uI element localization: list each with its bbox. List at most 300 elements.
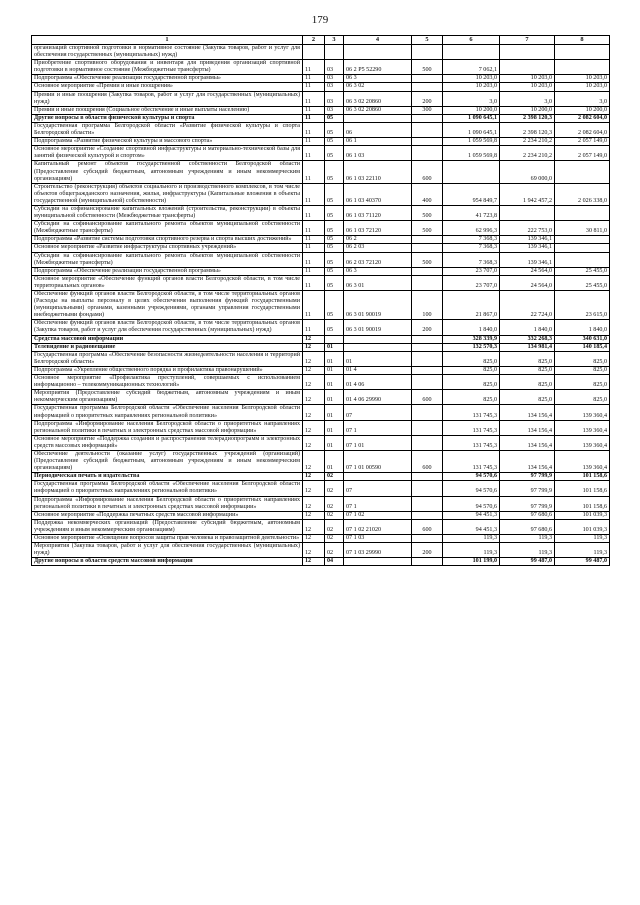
table-row: [32, 519, 610, 534]
subsection-code: 04: [325, 558, 344, 566]
amount-year-3: 2 026 338,0: [555, 183, 610, 205]
amount-year-3: 119,3: [555, 543, 610, 558]
target-article-code: 06 2 03 72120: [344, 252, 412, 267]
line-item-name: Приобретение спортивного оборудования и инвентаря для приведения организаций спортивной подготовки в нормативное состояние (Межбюджетные трансферты): [32, 60, 303, 75]
subsection-code: 05: [325, 291, 344, 320]
expense-type-code: 500: [412, 60, 443, 75]
amount-year-3: [555, 45, 610, 60]
amount-year-2: 134 156,4: [500, 435, 555, 450]
expense-type-code: [412, 511, 443, 519]
subsection-code: 05: [325, 205, 344, 220]
amount-year-3: 119,3: [555, 535, 610, 543]
table-row: [32, 558, 610, 566]
amount-year-2: [500, 60, 555, 75]
target-article-code: 07 1: [344, 496, 412, 511]
line-item-name: Периодическая печать и издательства: [32, 473, 303, 481]
amount-year-1: 7 368,3: [443, 244, 500, 252]
target-article-code: 06 3: [344, 75, 412, 83]
target-article-code: 07 1 03: [344, 535, 412, 543]
amount-year-1: 7 062,1: [443, 60, 500, 75]
amount-year-3: 3,0: [555, 91, 610, 106]
amount-year-2: 97 799,9: [500, 481, 555, 496]
column-header: 5: [412, 36, 443, 45]
amount-year-2: 119,3: [500, 535, 555, 543]
amount-year-2: 1 942 457,2: [500, 183, 555, 205]
section-code: 11: [303, 122, 325, 137]
amount-year-1: 825,0: [443, 351, 500, 366]
subsection-code: 03: [325, 91, 344, 106]
section-code: 12: [303, 519, 325, 534]
amount-year-1: 1 090 645,1: [443, 122, 500, 137]
amount-year-1: 1 059 569,8: [443, 138, 500, 146]
section-code: [303, 45, 325, 60]
table-row: [32, 375, 610, 390]
section-code: 11: [303, 75, 325, 83]
amount-year-3: [555, 205, 610, 220]
line-item-name: Подпрограмма «Обеспечение реализации государственной программы»: [32, 267, 303, 275]
line-item-name: Другие вопросы в области физической культуры и спорта: [32, 114, 303, 122]
table-row: [32, 405, 610, 420]
amount-year-2: 97 680,6: [500, 519, 555, 534]
target-article-code: [344, 45, 412, 60]
section-code: 11: [303, 291, 325, 320]
table-header-row: [32, 36, 610, 45]
amount-year-2: 222 753,0: [500, 221, 555, 236]
target-article-code: 06 3 01 90019: [344, 291, 412, 320]
amount-year-1: 119,3: [443, 535, 500, 543]
section-code: 11: [303, 236, 325, 244]
table-row: [32, 236, 610, 244]
subsection-code: [325, 45, 344, 60]
target-article-code: 06 3 02 20860: [344, 106, 412, 114]
expense-type-code: [412, 244, 443, 252]
amount-year-3: 1 840,0: [555, 320, 610, 335]
amount-year-3: 101 158,6: [555, 481, 610, 496]
expense-type-code: [412, 343, 443, 351]
expense-type-code: 500: [412, 221, 443, 236]
amount-year-2: 97 799,9: [500, 496, 555, 511]
section-code: 11: [303, 60, 325, 75]
amount-year-3: 825,0: [555, 351, 610, 366]
section-code: 12: [303, 351, 325, 366]
section-code: 12: [303, 481, 325, 496]
table-row: [32, 543, 610, 558]
table-row: [32, 343, 610, 351]
section-code: 12: [303, 435, 325, 450]
amount-year-2: 134 156,4: [500, 405, 555, 420]
amount-year-2: 825,0: [500, 351, 555, 366]
expense-type-code: [412, 535, 443, 543]
table-row: [32, 45, 610, 60]
subsection-code: 05: [325, 320, 344, 335]
column-header: 7: [500, 36, 555, 45]
subsection-code: 02: [325, 519, 344, 534]
line-item-name: Основное мероприятие «Освещение вопросов защиты прав человека и правозащитной деятельности»: [32, 535, 303, 543]
expense-type-code: 600: [412, 519, 443, 534]
target-article-code: 01 4 06: [344, 375, 412, 390]
table-row: [32, 122, 610, 137]
amount-year-3: 140 185,4: [555, 343, 610, 351]
line-item-name: организаций спортивной подготовки в нормативное состояние (Закупка товаров, работ и услуг для обеспечения государственных (муниципальных) нужд): [32, 45, 303, 60]
line-item-name: Государственная программа Белгородской области «Обеспечение населения Белгородской области информацией о приоритетных направлениях региональной политики»: [32, 481, 303, 496]
subsection-code: 02: [325, 473, 344, 481]
table-row: [32, 473, 610, 481]
target-article-code: 06 2: [344, 236, 412, 244]
expense-type-code: 200: [412, 91, 443, 106]
line-item-name: Субсидии на софинансирование капитальных вложений (строительства, реконструкции) в объекты муниципальной собственности (Межбюджетные трансферты): [32, 205, 303, 220]
expense-type-code: [412, 75, 443, 83]
table-row: [32, 291, 610, 320]
subsection-code: 05: [325, 161, 344, 183]
section-code: 11: [303, 267, 325, 275]
table-row: [32, 205, 610, 220]
expense-type-code: [412, 83, 443, 91]
subsection-code: 05: [325, 221, 344, 236]
amount-year-3: 30 811,0: [555, 221, 610, 236]
subsection-code: 05: [325, 267, 344, 275]
amount-year-1: 23 707,0: [443, 267, 500, 275]
amount-year-2: 97 799,9: [500, 473, 555, 481]
amount-year-1: 1 059 569,8: [443, 146, 500, 161]
amount-year-3: 139 360,4: [555, 420, 610, 435]
amount-year-2: 69 000,0: [500, 161, 555, 183]
amount-year-1: 825,0: [443, 390, 500, 405]
line-item-name: Подпрограмма «Обеспечение реализации государственной программы»: [32, 75, 303, 83]
amount-year-1: 3,0: [443, 91, 500, 106]
expense-type-code: 400: [412, 183, 443, 205]
expense-type-code: [412, 435, 443, 450]
amount-year-1: 119,3: [443, 543, 500, 558]
line-item-name: Премии и иные поощрения (Закупка товаров, работ и услуг для государственных (муниципальных) нужд): [32, 91, 303, 106]
expense-type-code: 100: [412, 291, 443, 320]
table-row: [32, 435, 610, 450]
amount-year-1: 94 570,6: [443, 481, 500, 496]
amount-year-1: [443, 161, 500, 183]
expense-type-code: [412, 558, 443, 566]
amount-year-2: 10 200,0: [500, 106, 555, 114]
expense-type-code: [412, 114, 443, 122]
table-row: [32, 91, 610, 106]
amount-year-3: [555, 252, 610, 267]
amount-year-3: 101 158,6: [555, 496, 610, 511]
section-code: 12: [303, 543, 325, 558]
target-article-code: 01 4 06 29990: [344, 390, 412, 405]
amount-year-2: [500, 45, 555, 60]
expense-type-code: [412, 275, 443, 290]
amount-year-2: 139 346,1: [500, 244, 555, 252]
section-code: 11: [303, 106, 325, 114]
section-code: 12: [303, 390, 325, 405]
expense-type-code: [412, 45, 443, 60]
target-article-code: 06 3 02 20860: [344, 91, 412, 106]
table-row: [32, 83, 610, 91]
expense-type-code: 200: [412, 543, 443, 558]
target-article-code: [344, 343, 412, 351]
line-item-name: Субсидии на софинансирование капитального ремонта объектов муниципальной собственности (Межбюджетные трансферты): [32, 252, 303, 267]
line-item-name: Премии и иные поощрения (Социальное обеспечение и иные выплаты населению): [32, 106, 303, 114]
line-item-name: Подпрограмма «Развитие системы подготовки спортивного резерва и спорта высших достижений»: [32, 236, 303, 244]
subsection-code: 02: [325, 496, 344, 511]
subsection-code: 01: [325, 405, 344, 420]
target-article-code: 01: [344, 351, 412, 366]
section-code: 12: [303, 535, 325, 543]
target-article-code: 06 2 P5 52290: [344, 60, 412, 75]
amount-year-1: 131 745,3: [443, 450, 500, 472]
column-header: 6: [443, 36, 500, 45]
amount-year-2: 10 203,0: [500, 75, 555, 83]
table-row: [32, 420, 610, 435]
amount-year-3: 825,0: [555, 366, 610, 374]
amount-year-3: 139 360,4: [555, 405, 610, 420]
line-item-name: Мероприятия (Предоставление субсидий бюджетным, автономным учреждениям и иным некоммерческим организациям): [32, 390, 303, 405]
amount-year-2: 1 840,0: [500, 320, 555, 335]
subsection-code: 05: [325, 252, 344, 267]
column-header: 1: [32, 36, 303, 45]
amount-year-3: 2 082 604,0: [555, 114, 610, 122]
subsection-code: 01: [325, 420, 344, 435]
amount-year-1: 41 723,8: [443, 205, 500, 220]
line-item-name: Средства массовой информации: [32, 335, 303, 343]
amount-year-1: [443, 45, 500, 60]
line-item-name: Государственная программа Белгородской области «Развитие физической культуры и спорта Белгородской области»: [32, 122, 303, 137]
column-header: 3: [325, 36, 344, 45]
line-item-name: Государственная программа Белгородской области «Обеспечение населения Белгородской области информацией о приоритетных направлениях региональной политики»: [32, 405, 303, 420]
column-header: 8: [555, 36, 610, 45]
table-row: [32, 511, 610, 519]
table-row: [32, 267, 610, 275]
amount-year-1: 10 203,0: [443, 75, 500, 83]
amount-year-1: 10 203,0: [443, 83, 500, 91]
line-item-name: Телевидение и радиовещание: [32, 343, 303, 351]
column-header: 2: [303, 36, 325, 45]
amount-year-3: 25 455,0: [555, 275, 610, 290]
expense-type-code: 600: [412, 450, 443, 472]
expense-type-code: [412, 496, 443, 511]
amount-year-1: 825,0: [443, 366, 500, 374]
table-row: [32, 252, 610, 267]
subsection-code: 05: [325, 146, 344, 161]
amount-year-2: 3,0: [500, 91, 555, 106]
target-article-code: [344, 335, 412, 343]
expense-type-code: [412, 375, 443, 390]
amount-year-3: [555, 244, 610, 252]
section-code: 12: [303, 420, 325, 435]
amount-year-1: 131 745,3: [443, 435, 500, 450]
table-row: [32, 320, 610, 335]
amount-year-3: 10 200,0: [555, 106, 610, 114]
amount-year-1: 10 200,0: [443, 106, 500, 114]
line-item-name: Основное мероприятие «Поддержка создания и распространения телерадиопрограмм и электронных средств массовых информаций»: [32, 435, 303, 450]
amount-year-1: 328 339,9: [443, 335, 500, 343]
amount-year-3: 101 158,6: [555, 473, 610, 481]
expense-type-code: 500: [412, 252, 443, 267]
table-row: [32, 106, 610, 114]
table-row: [32, 114, 610, 122]
expense-type-code: 600: [412, 390, 443, 405]
target-article-code: 07 1 02 21020: [344, 519, 412, 534]
target-article-code: [344, 473, 412, 481]
section-code: 11: [303, 161, 325, 183]
amount-year-1: 131 745,3: [443, 420, 500, 435]
section-code: 12: [303, 343, 325, 351]
amount-year-3: 139 360,4: [555, 435, 610, 450]
amount-year-3: [555, 161, 610, 183]
target-article-code: 06 1: [344, 138, 412, 146]
expense-type-code: [412, 481, 443, 496]
table-body: [32, 45, 610, 566]
amount-year-3: 23 615,0: [555, 291, 610, 320]
table-row: [32, 146, 610, 161]
line-item-name: Субсидии на софинансирование капитального ремонта объектов муниципальной собственности (Межбюджетные трансферты): [32, 221, 303, 236]
amount-year-2: 24 564,0: [500, 267, 555, 275]
amount-year-1: 7 368,3: [443, 252, 500, 267]
section-code: 11: [303, 83, 325, 91]
amount-year-2: 2 398 120,3: [500, 122, 555, 137]
amount-year-3: 10 203,0: [555, 83, 610, 91]
amount-year-1: 825,0: [443, 375, 500, 390]
table-row: [32, 390, 610, 405]
amount-year-2: 97 680,6: [500, 511, 555, 519]
target-article-code: 06 1 03 22110: [344, 161, 412, 183]
target-article-code: 06 2 03: [344, 244, 412, 252]
target-article-code: 07 1 02: [344, 511, 412, 519]
line-item-name: Обеспечение деятельности (оказание услуг) государственных учреждений (организаций) (Предоставление субсидий бюджетным, автономным учреждениям и иным некоммерческим организациям): [32, 450, 303, 472]
target-article-code: 06 1 03: [344, 146, 412, 161]
table-row: [32, 244, 610, 252]
table-row: [32, 481, 610, 496]
expense-type-code: [412, 138, 443, 146]
amount-year-2: 139 346,1: [500, 236, 555, 244]
amount-year-1: 94 570,6: [443, 496, 500, 511]
subsection-code: 03: [325, 106, 344, 114]
line-item-name: Обеспечение функций органов власти Белгородской области, в том числе территориальных органов (Закупка товаров, работ и услуг для обеспечения государственных (муниципальных) нужд): [32, 320, 303, 335]
expense-type-code: [412, 351, 443, 366]
amount-year-3: 340 631,0: [555, 335, 610, 343]
subsection-code: 01: [325, 351, 344, 366]
amount-year-3: 99 487,0: [555, 558, 610, 566]
expense-type-code: [412, 146, 443, 161]
amount-year-2: 825,0: [500, 390, 555, 405]
subsection-code: 02: [325, 543, 344, 558]
target-article-code: 07 1 01 00590: [344, 450, 412, 472]
amount-year-2: 139 346,1: [500, 252, 555, 267]
section-code: 11: [303, 205, 325, 220]
target-article-code: [344, 558, 412, 566]
expense-type-code: [412, 366, 443, 374]
line-item-name: Основное мероприятие «Поддержка печатных средств массовой информации»: [32, 511, 303, 519]
target-article-code: 06 1 03 40370: [344, 183, 412, 205]
amount-year-1: 132 570,3: [443, 343, 500, 351]
target-article-code: 07 1: [344, 420, 412, 435]
amount-year-1: 7 368,3: [443, 236, 500, 244]
amount-year-2: 2 398 120,3: [500, 114, 555, 122]
amount-year-2: 134 156,4: [500, 450, 555, 472]
expense-type-code: [412, 267, 443, 275]
section-code: 11: [303, 320, 325, 335]
line-item-name: Поддержка некоммерческих организаций (Предоставление субсидий бюджетным, автономным учреждениям и иным некоммерческим организациям): [32, 519, 303, 534]
section-code: 11: [303, 146, 325, 161]
amount-year-3: [555, 236, 610, 244]
section-code: 12: [303, 558, 325, 566]
amount-year-2: 2 234 210,2: [500, 138, 555, 146]
amount-year-2: 332 268,3: [500, 335, 555, 343]
table-row: [32, 183, 610, 205]
table-row: [32, 496, 610, 511]
amount-year-3: 2 057 149,0: [555, 146, 610, 161]
target-article-code: 06 3 01: [344, 275, 412, 290]
section-code: 11: [303, 138, 325, 146]
subsection-code: 05: [325, 122, 344, 137]
subsection-code: 01: [325, 390, 344, 405]
line-item-name: Другие вопросы в области средств массовой информации: [32, 558, 303, 566]
amount-year-1: 21 867,0: [443, 291, 500, 320]
section-code: 11: [303, 252, 325, 267]
line-item-name: Подпрограмма «Информирование населения Белгородской области о приоритетных направлениях региональной политики в печатных и электронных средствах массовой информации»: [32, 496, 303, 511]
table-row: [32, 335, 610, 343]
table-row: [32, 60, 610, 75]
section-code: 11: [303, 114, 325, 122]
subsection-code: 01: [325, 435, 344, 450]
subsection-code: 01: [325, 343, 344, 351]
expense-type-code: 200: [412, 320, 443, 335]
amount-year-3: 10 203,0: [555, 75, 610, 83]
section-code: 12: [303, 405, 325, 420]
subsection-code: 02: [325, 535, 344, 543]
subsection-code: 01: [325, 366, 344, 374]
table-row: [32, 275, 610, 290]
expense-type-code: 300: [412, 106, 443, 114]
amount-year-3: 825,0: [555, 390, 610, 405]
section-code: 11: [303, 221, 325, 236]
amount-year-2: [500, 205, 555, 220]
amount-year-2: 22 724,0: [500, 291, 555, 320]
amount-year-2: 825,0: [500, 366, 555, 374]
table-row: [32, 351, 610, 366]
expense-type-code: 500: [412, 205, 443, 220]
line-item-name: Государственная программа «Обеспечение безопасности жизнедеятельности населения и территорий Белгородской области»: [32, 351, 303, 366]
amount-year-3: 101 039,3: [555, 519, 610, 534]
amount-year-3: 101 039,3: [555, 511, 610, 519]
amount-year-2: 119,3: [500, 543, 555, 558]
expense-type-code: [412, 335, 443, 343]
target-article-code: 07 1 03 29990: [344, 543, 412, 558]
amount-year-2: 134 156,4: [500, 420, 555, 435]
table-row: [32, 450, 610, 472]
section-code: 12: [303, 473, 325, 481]
line-item-name: Основное мероприятие «Обеспечение функций органов власти Белгородской области, в том числе территориальных органов»: [32, 275, 303, 290]
table-row: [32, 75, 610, 83]
target-article-code: 06: [344, 122, 412, 137]
amount-year-3: 139 360,4: [555, 450, 610, 472]
target-article-code: 07 1 01: [344, 435, 412, 450]
amount-year-3: 2 057 149,0: [555, 138, 610, 146]
section-code: 11: [303, 183, 325, 205]
expense-type-code: [412, 420, 443, 435]
column-header: 4: [344, 36, 412, 45]
subsection-code: 03: [325, 60, 344, 75]
target-article-code: 06 1 03 72120: [344, 221, 412, 236]
section-code: 11: [303, 244, 325, 252]
amount-year-2: 10 203,0: [500, 83, 555, 91]
target-article-code: 06 3 02: [344, 83, 412, 91]
table-row: [32, 138, 610, 146]
section-code: 12: [303, 511, 325, 519]
subsection-code: 01: [325, 450, 344, 472]
table-row: [32, 161, 610, 183]
amount-year-1: 94 570,6: [443, 473, 500, 481]
amount-year-1: 1 090 645,1: [443, 114, 500, 122]
section-code: 12: [303, 375, 325, 390]
